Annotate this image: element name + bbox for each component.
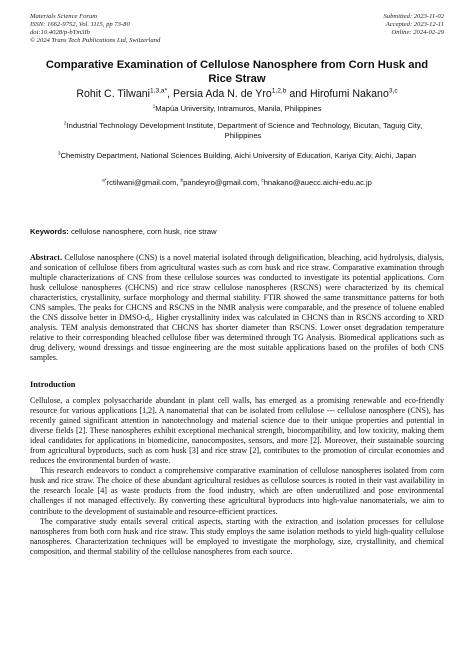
journal-name: Materials Science Forum [30, 13, 98, 20]
paragraph: The comparative study entails several critical aspects, starting with the extraction and isolation processes for cellulose nanospheres from both corn husk and rice straw. This study employs the same isolation methods to yield high-quality cellulose nanospheres. Characterization techniques will be employed to investigate the morphology, size, crystallinity, and chemical composition, and thermal stability of the cellulose nanospheres from each source. [30, 516, 444, 556]
section-heading-introduction: Introduction [30, 380, 76, 389]
abstract-label: Abstract. [30, 253, 62, 262]
accepted-date: Accepted: 2023-12-11 [385, 21, 444, 29]
affiliation-1 [44, 104, 430, 114]
online-date: Online: 2024-02-29 [391, 29, 444, 37]
keywords-label: Keywords: [30, 227, 69, 236]
author-superscript: 1,3,a* [149, 87, 168, 95]
author-name: Persia Ada N. de Yro [173, 88, 272, 100]
paragraph: This research endeavors to conduct a comprehensive comparative examination of cellulose nanospheres isolated from corn husk and rice straw. The choice of these abundant agricultural residues as cellulose sources is rooted in their vast availability in the research locale [4] as waste products from the food industry, which are often underutilized and pose environmental challenges if not managed effectively. By converting these agricultural byproducts into high-value nanomaterials, we aim to contribute to the development of sustainable and resource-efficient practices. [30, 466, 444, 516]
submitted-date: Submitted: 2023-11-02 [383, 13, 444, 20]
paper-title: Comparative Examination of Cellulose Nanosphere from Corn Husk and Rice Straw [45, 59, 429, 85]
author-name: Hirofumi Nakano [309, 88, 389, 100]
affiliation-superscript: 3 [57, 150, 61, 156]
running-header-right [384, 13, 445, 37]
email-superscript: c [261, 177, 264, 183]
email-link[interactable]: hnakano@auecc.aichi-edu.ac.jp [263, 178, 372, 187]
affiliation-text: Mapúa University, Intramuros, Manila, Philippines [155, 104, 322, 113]
affiliation-superscript: 1 [152, 103, 156, 109]
author-superscript: 3,c [388, 87, 398, 95]
affiliation-text: Industrial Technology Development Institute, Department of Science and Technology, Bicutan, Taguig City, Philippines [66, 121, 423, 141]
copyright-line: © 2024 Trans Tech Publications Ltd, Switzerland [30, 37, 161, 45]
author-list [30, 88, 444, 101]
doi-line[interactable]: doi:10.4028/p-bTm3Ib [30, 29, 90, 37]
affiliation-2 [60, 121, 426, 142]
email-superscript: a* [102, 177, 107, 183]
abstract [30, 253, 444, 364]
affiliation-text: Chemistry Department, National Sciences Building, Aichi University of Education, Kariya City, Aichi, Japan [60, 151, 417, 160]
keywords-text: cellulose nanosphere, corn husk, rice straw [68, 227, 217, 236]
keywords [30, 227, 444, 236]
paragraph: Cellulose, a complex polysaccharide abundant in plant cell walls, has emerged as a promising renewable and eco-friendly resource for various applications [1,2]. A nanomaterial that can be isolated from cellulose --- cellulose nanosphere (CNS), has recently gained significant attention in nanotechnology and material science due to their unique properties and potential in diverse fields [2]. These nanospheres exhibit exceptional mechanical strength, biocompatibility, and low toxicity, making them ideal candidates for applications in biomedicine, nanocomposites, sensors, and more [2]. Moreover, their sustainable sourcing from agricultural byproducts, such as corn husk [3] and rice straw [2], contributes to the promotion of circular economies and reduces the environmental burden of waste. [30, 396, 444, 466]
affiliation-3 [56, 151, 418, 161]
issn-line: ISSN: 1662-9752, Vol. 1115, pp 73-80 [30, 21, 130, 29]
affiliation-superscript: 2 [63, 120, 67, 126]
email-superscript: b [180, 177, 184, 183]
author-name: Rohit C. Tilwani [76, 88, 150, 100]
running-header-left [30, 13, 160, 45]
email-line [44, 178, 430, 188]
email-link[interactable]: pandeyro@gmail.com, [183, 178, 262, 187]
email-link[interactable]: rctilwani@gmail.com, [106, 178, 181, 187]
author-separator: , [167, 88, 174, 100]
author-separator: and [286, 88, 310, 100]
author-superscript: 1,2,b [271, 87, 287, 95]
abstract-text: Cellulose nanosphere (CNS) is a novel material isolated through delignification, bleaching, acid hydrolysis, dialysis, and sonication of cellulose fibers from agricultural wastes such as corn husk and rice straw. Comparative examination through multiple characterizations of CNS from these cellulose sources was conducted to investigate its potential applications. Corn husk cellulose nanospheres (CHCNS) and rice straw cellulose nanospheres (RSCNS) were characterized by its chemical characteristics, crystallinity, surface morphology and thermal stability. FTIR showed the same transmittance patterns for both CNS samples. The peaks for CHCNS and RSCNS in the NMR analysis were comparable, and the presence of toluene enabled the CNS dissolve better in DMSO-d₆. Higher crystallinity index was calculated in CHCNS than in RSCNS according to XRD analysis. TEM analysis demonstrated that CHCNS has shorter diameter than RSCNS. Lower onset degradation temperature relative to their corresponding bleached cellulose fiber was determined through TG Analysis. Biomedical applications such as drug delivery, wound dressings and tissue engineering are the most suitable applications based on the profiles of both CNS samples. [30, 253, 444, 363]
introduction-body [30, 396, 444, 557]
